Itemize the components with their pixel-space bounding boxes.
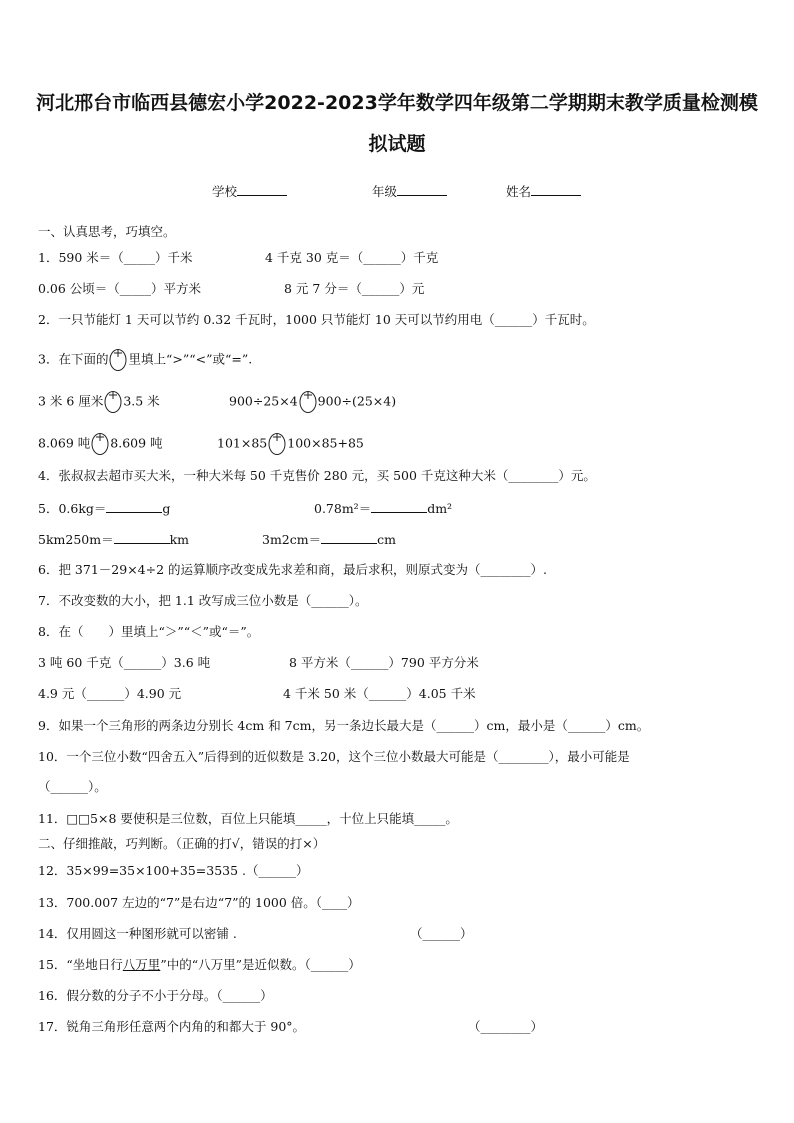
question-3a (38, 390, 160, 414)
question-5d (262, 531, 396, 548)
question-15-underlined: 八万里 (122, 957, 161, 972)
question-6: 6．把 371－29×4÷2 的运算顺序改变成先求差和商，最后求积，则原式变为（________）. (38, 562, 547, 577)
question-4: 4．张叔叔去超市买大米，一种大米每 50 千克售价 280 元，买 500 千克这种大米（________）元。 (38, 468, 596, 483)
comparison-circle-icon[interactable] (268, 432, 286, 456)
question-5b (314, 500, 452, 517)
question-17: 17．锐角三角形任意两个内角的和都大于 90°。 (38, 1019, 306, 1034)
question-15-prefix: 15．“坐地日行 (38, 957, 123, 972)
question-3b-right: 900÷(25×4) (317, 393, 397, 409)
question-1d: 8 元 7 分＝（______）元 (284, 281, 425, 296)
question-3c-left: 8.069 吨 (38, 435, 91, 451)
comparison-circle-icon (109, 348, 127, 372)
question-3-prefix: 3．在下面的 (38, 351, 109, 367)
question-8: 8．在（ ）里填上“＞”“＜”或“＝”。 (38, 624, 260, 639)
question-3a-right: 3.5 米 (123, 393, 160, 409)
question-3d-left: 101×85 (217, 435, 268, 451)
question-1b: 4 千克 30 克＝（______）千克 (265, 250, 439, 265)
question-1c: 0.06 公顷＝（_____）平方米 (38, 281, 202, 296)
answer-blank[interactable] (321, 531, 377, 544)
grade-field[interactable] (372, 182, 447, 200)
question-15 (38, 957, 361, 973)
question-5b-unit: dm² (427, 501, 453, 516)
school-label: 学校 (212, 184, 238, 199)
question-8b: 8 平方米（______）790 平方分米 (289, 655, 479, 670)
school-field[interactable] (212, 182, 287, 200)
question-10: 10．一个三位小数“四舍五入”后得到的近似数是 3.20，这个三位小数最大可能是（________），最小可能是 (38, 749, 630, 764)
question-16: 16．假分数的分子不小于分母。（______） (38, 988, 273, 1003)
page-title: 河北邢台市临西县德宏小学2022-2023学年数学四年级第二学期期末教学质量检测模 (36, 92, 758, 114)
question-2: 2．一只节能灯 1 天可以节约 0.32 千瓦时，1000 只节能灯 10 天可以节约用电（______）千瓦时。 (38, 312, 595, 327)
question-1a: 1．590 米＝（_____）千米 (38, 250, 193, 265)
question-5a (38, 500, 170, 517)
question-10-continued: （______）。 (38, 779, 107, 794)
question-3a-left: 3 米 6 厘米 (38, 393, 104, 409)
question-3b-left: 900÷25×4 (229, 393, 298, 409)
question-5d-left: 3m2cm＝ (262, 532, 322, 547)
question-5c-left: 5km250m＝ (38, 532, 114, 547)
comparison-circle-icon[interactable] (299, 390, 317, 414)
question-5d-unit: cm (377, 532, 396, 547)
question-3-suffix: 里填上“>”“<”或“=”. (128, 351, 253, 367)
name-field[interactable] (506, 182, 581, 200)
section-heading-2: 二、仔细推敲，巧判断。（正确的打√，错误的打×） (38, 836, 326, 851)
question-5c (38, 531, 189, 548)
question-15-suffix: ”中的“八万里”是近似数。（______） (160, 957, 361, 972)
question-5a-unit: g (162, 501, 171, 516)
comparison-circle-icon[interactable] (91, 432, 109, 456)
question-3d (217, 432, 364, 456)
name-label: 姓名 (506, 184, 532, 199)
section-heading-1: 一、认真思考，巧填空。 (38, 224, 176, 239)
question-3b (229, 390, 396, 414)
question-14: 14．仅用圆这一种图形就可以密铺 . (38, 926, 237, 941)
answer-blank[interactable] (371, 500, 427, 513)
question-3d-right: 100×85+85 (287, 435, 364, 451)
grade-label: 年级 (372, 184, 398, 199)
question-8d: 4 千米 50 米（______）4.05 千米 (283, 686, 476, 701)
question-11: 11．□□5×8 要使积是三位数，百位上只能填_____，十位上只能填_____。 (38, 811, 458, 826)
answer-blank[interactable] (106, 500, 162, 513)
question-8a: 3 吨 60 千克（______）3.6 吨 (38, 655, 211, 670)
page-title-line2: 拟试题 (368, 133, 426, 155)
question-13: 13．700.007 左边的“7”是右边“7”的 1000 倍。（____） (38, 895, 360, 910)
question-3c-right: 8.609 吨 (110, 435, 163, 451)
answer-blank[interactable] (114, 531, 170, 544)
question-9: 9．如果一个三角形的两条边分别长 4cm 和 7cm，另一条边长最大是（______）cm，最小是（______）cm。 (38, 718, 650, 733)
question-5c-unit: km (169, 532, 190, 547)
question-7: 7．不改变数的大小，把 1.1 改写成三位小数是（______）。 (38, 593, 368, 608)
question-14-answer: （______） (410, 926, 473, 941)
question-3c (38, 432, 163, 456)
comparison-circle-icon[interactable] (104, 390, 122, 414)
question-3 (38, 348, 252, 372)
question-8c: 4.9 元（______）4.90 元 (38, 686, 182, 701)
question-17-answer: （________） (468, 1019, 544, 1034)
question-5a-left: 5．0.6kg＝ (38, 501, 107, 516)
question-5b-left: 0.78m²＝ (314, 501, 372, 516)
question-12: 12．35×99=35×100+35=3535 .（______） (38, 863, 309, 878)
